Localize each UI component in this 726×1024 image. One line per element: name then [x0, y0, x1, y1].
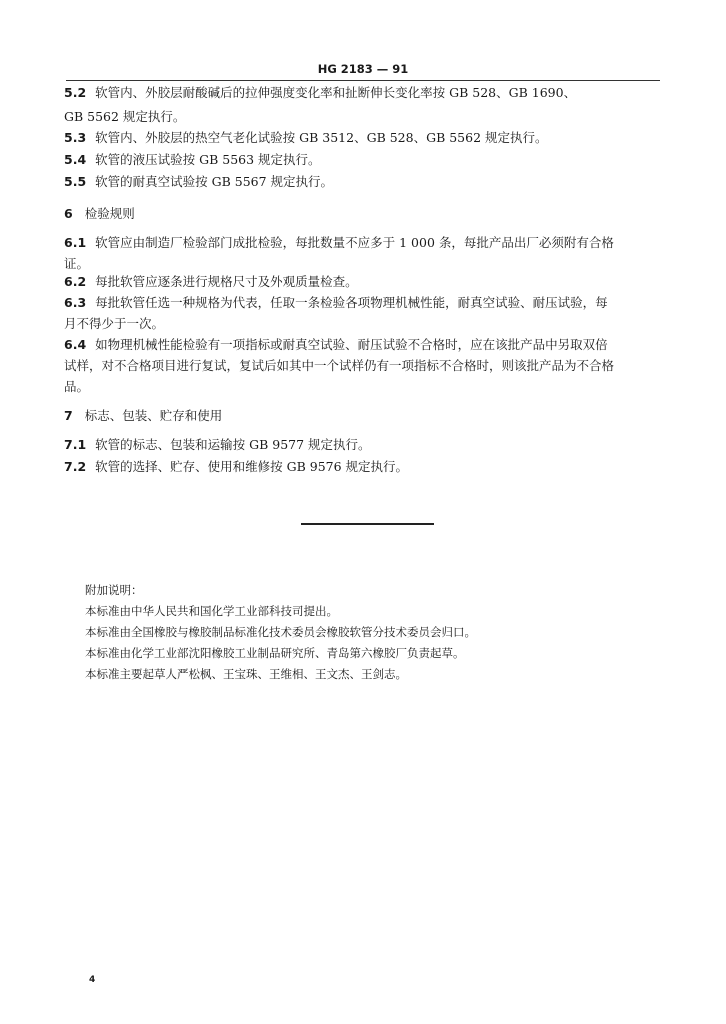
- clause-text: 软管内、外胶层耐酸碱后的拉伸强度变化率和扯断伸长变化率按 GB 528、GB 1690、: [95, 85, 577, 100]
- section-number: 6: [64, 206, 73, 221]
- clause-6-3: [64, 295, 608, 311]
- clause-7-2: [64, 459, 408, 475]
- clause-number: 6.4: [64, 337, 87, 352]
- clause-6-4: [64, 337, 608, 353]
- page-number: 4: [89, 975, 96, 985]
- note-line-4: 本标准主要起草人严松枫、王宝珠、王维相、王文杰、王剑志。: [85, 667, 407, 681]
- clause-number: 6.3: [64, 295, 87, 310]
- clause-6-2: [64, 274, 358, 290]
- clause-text: 证。: [64, 256, 90, 271]
- clause-6-4-cont2: [64, 379, 89, 395]
- clause-text: 每批软管应逐条进行规格尺寸及外观质量检查。: [95, 274, 358, 289]
- note-line-1: 本标准由中华人民共和国化学工业部科技司提出。: [85, 604, 338, 618]
- clause-text: 软管的耐真空试验按 GB 5567 规定执行。: [95, 174, 334, 189]
- header-rule: [66, 80, 660, 81]
- clause-number: 7.2: [64, 459, 87, 474]
- clause-6-4-cont1: [64, 358, 614, 374]
- note-line-3: 本标准由化学工业部沈阳橡胶工业制品研究所、青岛第六橡胶厂负责起草。: [85, 646, 465, 660]
- notes-title: 附加说明：: [85, 583, 143, 597]
- clause-text: 月不得少于一次。: [64, 316, 165, 331]
- end-rule: [301, 523, 434, 525]
- clause-5-2: [64, 85, 576, 101]
- section-7-heading: [64, 408, 222, 424]
- clause-text: 软管的液压试验按 GB 5563 规定执行。: [95, 152, 321, 167]
- clause-text: 软管应由制造厂检验部门成批检验，每批数量不应多于 1 000 条，每批产品出厂必须附有合格: [95, 235, 614, 250]
- clause-6-3-cont: [64, 316, 164, 332]
- clause-text: 试样，对不合格项目进行复试，复试后如其中一个试样仍有一项指标不合格时，则该批产品为不合格: [64, 358, 615, 373]
- section-6-heading: [64, 206, 135, 222]
- clause-number: 5.2: [64, 85, 87, 100]
- clause-5-4: [64, 152, 321, 168]
- section-title: 标志、包装、贮存和使用: [84, 408, 223, 423]
- section-number: 7: [64, 408, 73, 423]
- section-title: 检验规则: [84, 206, 135, 221]
- clause-number: 6.1: [64, 235, 87, 250]
- clause-6-1: [64, 235, 614, 251]
- clause-text: 如物理机械性能检验有一项指标或耐真空试验、耐压试验不合格时，应在该批产品中另取双倍: [95, 337, 608, 352]
- clause-5-2-cont: [64, 109, 185, 125]
- clause-number: 5.3: [64, 130, 87, 145]
- clause-number: 6.2: [64, 274, 87, 289]
- clause-text: 每批软管任选一种规格为代表，任取一条检验各项物理机械性能，耐真空试验、耐压试验，每: [95, 295, 608, 310]
- note-line-2: 本标准由全国橡胶与橡胶制品标准化技术委员会橡胶软管分技术委员会归口。: [85, 625, 476, 639]
- clause-text: 软管的选择、贮存、使用和维修按 GB 9576 规定执行。: [95, 459, 409, 474]
- clause-5-5: [64, 174, 333, 190]
- clause-text: GB 5562 规定执行。: [64, 109, 186, 124]
- clause-number: 5.4: [64, 152, 87, 167]
- clause-number: 7.1: [64, 437, 87, 452]
- clause-text: 品。: [64, 379, 90, 394]
- clause-7-1: [64, 437, 371, 453]
- page-header-code: HG 2183 — 91: [317, 62, 409, 76]
- clause-text: 软管内、外胶层的热空气老化试验按 GB 3512、GB 528、GB 5562 规定执行。: [95, 130, 548, 145]
- clause-text: 软管的标志、包装和运输按 GB 9577 规定执行。: [95, 437, 371, 452]
- clause-number: 5.5: [64, 174, 87, 189]
- clause-6-1-cont: [64, 256, 89, 272]
- clause-5-3: [64, 130, 548, 146]
